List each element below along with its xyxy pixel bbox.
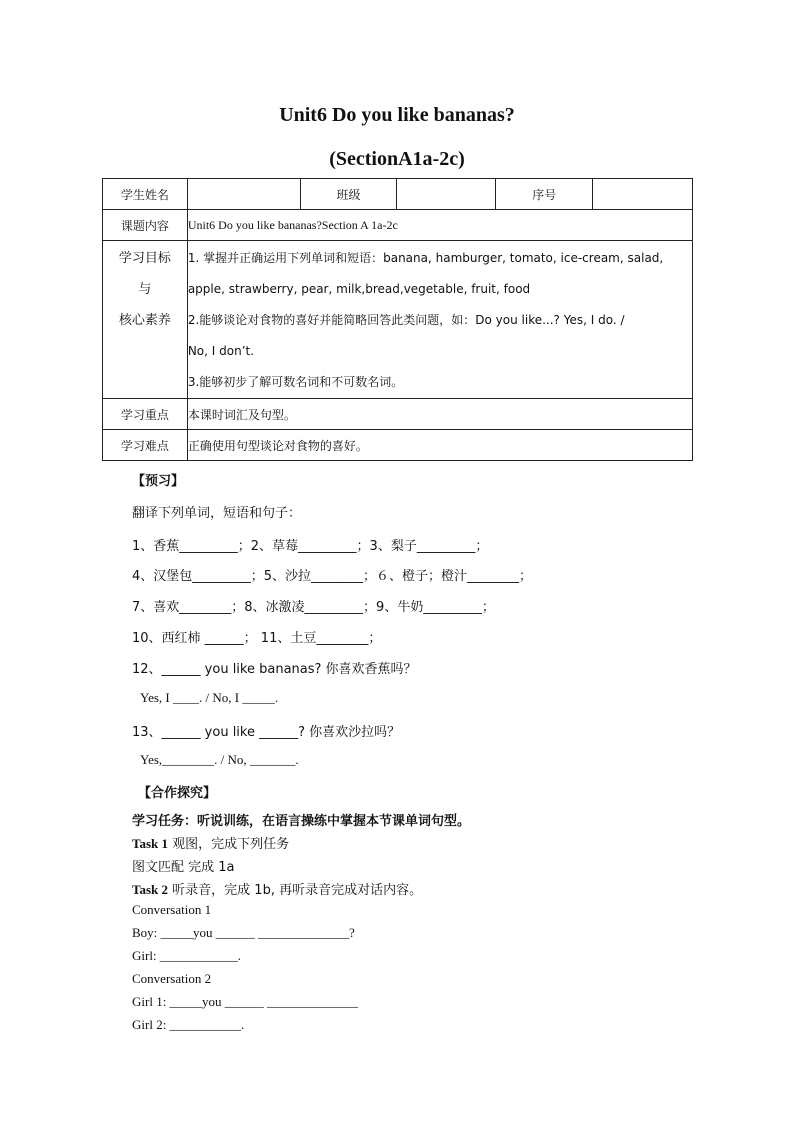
task1-line (132, 833, 289, 852)
dialogue-line: Girl: ____________. (132, 948, 242, 963)
goal-line: No, I don’t. (187, 344, 255, 358)
number-field[interactable] (593, 179, 693, 210)
conversation-1-title: Conversation 1 (132, 902, 212, 917)
goal-line: 2.能够谈论对食物的喜好并能简略回答此类问题，如：Do you like...? Yes, I do. / (187, 313, 625, 327)
preview-exercise: 1、香蕉_________；2、草莓_________；3、梨子_________； (132, 539, 489, 554)
goal-label-cell (103, 241, 188, 399)
preview-exercise: 4、汉堡包_________；5、沙拉________；６、橙子；橙汁________； (132, 569, 533, 584)
preview-exercise: 7、喜欢________；8、冰激凌_________；9、牛奶_________； (132, 600, 495, 615)
task2-text: 听录音，完成 1b, 再听录音完成对话内容。 (168, 883, 423, 898)
table-row (103, 241, 693, 399)
preview-exercise: 12、______ you like bananas? 你喜欢香蕉吗？ (132, 662, 417, 677)
page-subtitle: (SectionA1a-2c) (329, 148, 465, 170)
preview-exercise: 10、西红柿 ______； 11、土豆________； (132, 631, 382, 646)
number-label: 序号 (496, 179, 593, 210)
key-point-value: 本课时词汇及句型。 (187, 399, 692, 430)
table-row (103, 430, 693, 461)
goal-label: 与 (138, 282, 152, 297)
difficulty-value: 正确使用句型谈论对食物的喜好。 (187, 430, 692, 461)
goal-line: 3.能够初步了解可数名词和不可数名词。 (187, 375, 404, 389)
goal-line: 1. 掌握并正确运用下列单词和短语：banana, hamburger, tomato, ice-cream, salad, (187, 251, 664, 265)
dialogue-line: Girl 2: ___________. (132, 1017, 245, 1032)
dialogue-line: Girl 1: _____you ______ ______________ (132, 994, 359, 1009)
table-row (103, 210, 693, 241)
class-label: 班级 (300, 179, 397, 210)
task2-label: Task 2 (132, 882, 169, 897)
student-name-label: 学生姓名 (103, 179, 188, 210)
key-point-label: 学习重点 (103, 399, 188, 430)
content-label: 课题内容 (103, 210, 188, 241)
student-name-field[interactable] (187, 179, 300, 210)
preview-heading: 【预习】 (132, 474, 185, 489)
table-row (103, 179, 693, 210)
preview-exercise: Yes,________. / No, _______. (140, 752, 299, 767)
task1-label: Task 1 (132, 836, 169, 851)
preview-instruction: 翻译下列单词，短语和句子： (132, 506, 302, 521)
coop-heading: 【合作探究】 (138, 786, 217, 801)
goal-label: 核心素养 (118, 313, 171, 328)
lesson-info-table (102, 178, 693, 461)
goal-label: 学习目标 (118, 251, 171, 266)
task2-line (132, 879, 422, 898)
conversation-2-title: Conversation 2 (132, 971, 212, 986)
task1-text: 观图，完成下列任务 (168, 837, 290, 852)
preview-exercise: Yes, I ____. / No, I _____. (140, 690, 279, 705)
content-value: Unit6 Do you like bananas?Section A 1a-2c (187, 210, 692, 241)
difficulty-label: 学习难点 (103, 430, 188, 461)
preview-exercise: 13、______ you like ______? 你喜欢沙拉吗？ (132, 725, 401, 740)
page-title: Unit6 Do you like bananas? (279, 104, 515, 126)
table-row (103, 399, 693, 430)
task1-match: 图文匹配 完成 1a (132, 860, 235, 875)
task-description: 学习任务：听说训练，在语言操练中掌握本节课单词句型。 (132, 814, 471, 829)
goal-line: apple, strawberry, pear, milk,bread,vegetable, fruit, food (187, 282, 531, 296)
goal-content (187, 241, 692, 399)
class-field[interactable] (397, 179, 496, 210)
dialogue-line: Boy: _____you ______ ______________? (132, 925, 355, 940)
